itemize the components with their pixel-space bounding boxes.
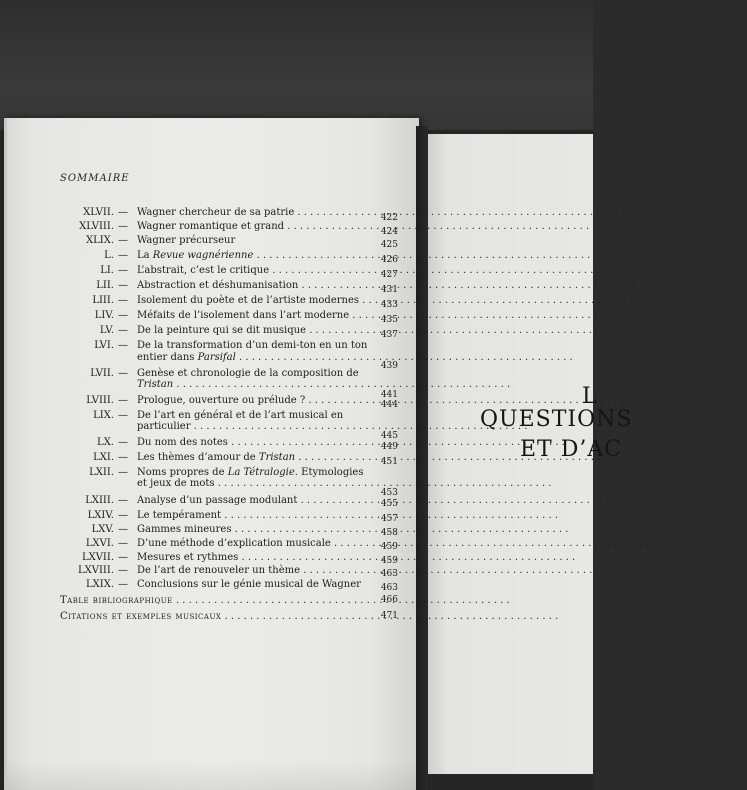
page-number: 455 (380, 499, 398, 509)
chapter-number: LX. (97, 437, 114, 448)
chapter-title: Analyse d’un passage modulant . . . (137, 495, 363, 507)
page-number: 444 (380, 400, 398, 410)
chapter-number: LXVII. (81, 552, 114, 563)
page-number: 453 (380, 488, 398, 498)
page-number: 463 (380, 569, 398, 579)
dash: — (118, 221, 128, 232)
dash: — (118, 410, 128, 421)
dash: — (118, 495, 128, 506)
right-title-line-3: ET D’AC (520, 437, 623, 462)
page-number: 431 (380, 285, 398, 295)
chapter-title: Mesures et rythmes . . . (137, 552, 363, 564)
chapter-number: LXIX. (85, 579, 114, 590)
dash: — (118, 538, 128, 549)
page-number: 449 (380, 442, 398, 452)
chapter-number: LI. (100, 265, 114, 276)
page-number: 471 (380, 611, 398, 621)
dash: — (118, 235, 128, 246)
dash: — (118, 310, 128, 321)
chapter-title: Noms propres de La Tétralogie. Etymologies (137, 467, 364, 478)
dash: — (118, 280, 128, 291)
page-number: 457 (380, 514, 398, 524)
chapter-number: LXI. (93, 452, 114, 463)
chapter-number: XLVII. (83, 207, 114, 218)
dash: — (118, 510, 128, 521)
dash: — (118, 395, 128, 406)
chapter-title: Wagner romantique et grand . . . (137, 221, 363, 233)
chapter-number: LVI. (94, 340, 114, 351)
chapter-number: XLVIII. (79, 221, 114, 232)
chapter-title: De la peinture qui se dit musique . . . (137, 325, 363, 337)
right-title-line-2: QUESTIONS (480, 407, 633, 432)
chapter-title: Les thèmes d’amour de Tristan . . . (137, 452, 363, 464)
chapter-number: LVII. (90, 368, 114, 379)
page-number: 445 (380, 431, 398, 441)
toc-header: SOMMAIRE (60, 173, 130, 184)
chapter-number: LXV. (91, 524, 114, 535)
chapter-title: Abstraction et déshumanisation . . . (137, 280, 363, 292)
page-number: 435 (380, 315, 398, 325)
page-number: 422 (380, 213, 398, 223)
page-number: 459 (380, 542, 398, 552)
page-number: 441 (380, 390, 398, 400)
page-number: 426 (380, 255, 398, 265)
chapter-title: L’abstrait, c’est le critique . . . (137, 265, 363, 277)
chapter-title: Prologue, ouverture ou prélude ? . . . (137, 395, 363, 407)
dash: — (118, 524, 128, 535)
chapter-number: LII. (96, 280, 114, 291)
chapter-number: LXIII. (85, 495, 114, 506)
chapter-title-line-2: Tristan . . . (137, 379, 363, 391)
dash: — (118, 340, 128, 351)
chapter-number: LIX. (93, 410, 114, 421)
chapter-number: XLIX. (85, 235, 114, 246)
chapter-number: LXVIII. (77, 565, 114, 576)
dash: — (118, 552, 128, 563)
page-number: 463 (380, 583, 398, 593)
dash: — (118, 295, 128, 306)
chapter-title: Gammes mineures . . . (137, 524, 363, 536)
page-number: 458 (380, 528, 398, 538)
chapter-title-line-2: particulier . . . (137, 421, 363, 433)
dash: — (118, 250, 128, 261)
page-number: 466 (380, 595, 398, 605)
page-number: 439 (380, 361, 398, 371)
chapter-title-line-2: et jeux de mots . . . (137, 478, 363, 490)
chapter-title-line-2: entier dans Parsifal . . . (137, 352, 363, 364)
chapter-title: Conclusions sur le génie musical de Wagner (137, 579, 361, 590)
chapter-title: D’une méthode d’explication musicale . . . (137, 538, 363, 550)
page-number: 433 (380, 300, 398, 310)
chapter-title: De la transformation d’un demi-ton en un ton (137, 340, 368, 351)
chapter-title: Du nom des notes . . . (137, 437, 363, 449)
chapter-number: L. (104, 250, 114, 261)
right-title-line-1: L (582, 384, 598, 409)
chapter-title: Wagner chercheur de sa patrie . . . (137, 207, 363, 219)
dash: — (118, 565, 128, 576)
dash: — (118, 579, 128, 590)
dash: — (118, 467, 128, 478)
dash: — (118, 265, 128, 276)
chapter-title: Genèse et chronologie de la composition de (137, 368, 359, 379)
chapter-number: LVIII. (86, 395, 114, 406)
chapter-title: Isolement du poète et de l’artiste modernes . . . (137, 295, 363, 307)
page-number: 451 (380, 457, 398, 467)
chapter-title: La Revue wagnérienne . . . (137, 250, 363, 262)
dash: — (118, 368, 128, 379)
chapter-title: De l’art de renouveler un thème . . . (137, 565, 363, 577)
chapter-title: Méfaits de l’isolement dans l’art moderne . . . (137, 310, 363, 322)
dash: — (118, 207, 128, 218)
dash: — (118, 452, 128, 463)
dash: — (118, 437, 128, 448)
chapter-number: LIII. (92, 295, 114, 306)
page-number: 459 (380, 556, 398, 566)
chapter-title: Le tempérament . . . (137, 510, 363, 522)
chapter-number: LXVI. (85, 538, 114, 549)
page-number: 427 (380, 270, 398, 280)
chapter-title: De l’art en général et de l’art musical en (137, 410, 344, 421)
chapter-number: LXIV. (87, 510, 114, 521)
page-number: 437 (380, 330, 398, 340)
page-number: 425 (380, 240, 398, 250)
dash: — (118, 325, 128, 336)
chapter-title: Wagner précurseur (137, 235, 236, 246)
chapter-number: LIV. (94, 310, 114, 321)
chapter-number: LV. (99, 325, 114, 336)
chapter-number: LXII. (89, 467, 114, 478)
page-number: 424 (380, 227, 398, 237)
